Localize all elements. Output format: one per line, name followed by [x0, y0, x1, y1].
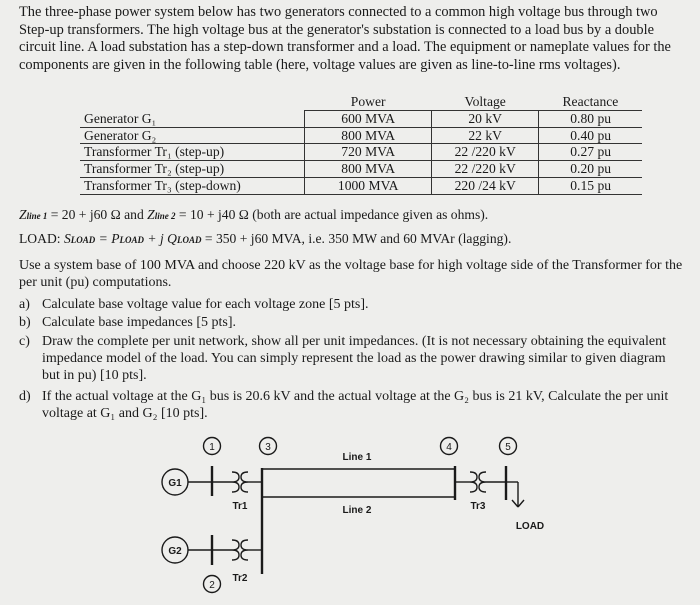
table-header: Voltage: [432, 94, 539, 110]
bus-number-label: 4: [446, 442, 452, 453]
line-2-label: Line 2: [342, 505, 372, 516]
table-cell: 22 kV: [432, 127, 539, 144]
table-cell: Generator G₂: [80, 127, 305, 144]
table-cell: 0.20 pu: [539, 161, 642, 178]
table-cell: 0.40 pu: [539, 127, 642, 144]
transformer-tr3-primary: [470, 472, 477, 492]
table-header: Reactance: [539, 94, 642, 110]
document-page: The three-phase power system below has two generators connected to a common high voltage bus through two Step-up transformers. The high voltage bus at the generator's substation is connected to a load bus by a double circuit line. A load substation has a step-down transformer and a load. The equipment or nameplate values for the components are given in the following table (here, voltage values are given as line-to-line rms voltages). Power Voltage Reactance Generator G₁ 600 MVA 20 kV 0.80 pu Generator G₂ 800 MVA 22 kV 0.40 pu Transformer Tr₁ (step-up) 720 MVA 22 /220 kV 0.27 pu Transformer Tr₂ (step-up) 800 MVA 22 /220 kV 0.20 pu Transformer Tr₃ (step-down) 1000 MVA 220 /24 kV 0.15 pu Zline 1 = 20 + j60 Ω and Zline 2 = 10 + j40 Ω (both are actual impedance given as ohms). LOAD: SLOAD = PLOAD + j QLOAD = 350 + j60 MVA, i.e. 350 MW and 60 MVAr (lagging). Use a system base of 100 MVA and choose 220 kV as the voltage base for high voltage side of the Transformer for the per unit (pu) computations. a) Calculate base voltage value for each voltage zone [5 pts]. b) Calculate base impedances [5 pts]. c) Draw the complete per unit network, show all per unit impedances. (It is not necessary obtaining the equivalent impedance model of the load. You can simply represent the load as the power drawing similar to given diagram but in pu) [10 pts]. d) If the actual voltage at the G₁ bus is 20.6 kV and the actual voltage at the G₂ bus is 21 kV, Calculate the per unit voltage at G₁ and G₂ [10 pts]. 1 2 3 4 5 G1 G2 Tr1 Tr2 Tr3 Line 1 Line 2 LOAD: [0, 0, 700, 605]
subscript: line 2: [154, 211, 176, 221]
table-cell: 1000 MVA: [305, 177, 432, 194]
intro-paragraph: The three-phase power system below has two generators connected to a common high voltage bus through two Step-up transformers. The high voltage bus at the generator's substation is connected to a load bus by a double circuit line. A load substation has a step-down transformer and a load. The equipment or nameplate values for the components are given in the following table (here, voltage values are given as line-to-line rms voltages).: [19, 4, 671, 73]
bus-number-label: 3: [265, 442, 271, 453]
table-cell: 0.80 pu: [539, 110, 642, 127]
table-cell: 0.15 pu: [539, 177, 642, 194]
table-cell: 720 MVA: [305, 144, 432, 161]
transformer-tr3-secondary: [479, 472, 486, 492]
table-cell: 220 /24 kV: [432, 177, 539, 194]
bus-number-label: 5: [505, 442, 511, 453]
table-cell: Generator G₁: [80, 110, 305, 127]
load-arrow-icon: [512, 500, 518, 507]
transformer-tr2-primary: [232, 540, 239, 560]
line-1-label: Line 1: [342, 452, 372, 463]
load-label: LOAD: [515, 521, 545, 532]
subscript: line 1: [26, 211, 48, 221]
table-cell: 800 MVA: [305, 127, 432, 144]
transformer-tr3-label: Tr3: [470, 501, 486, 512]
table-cell: Transformer Tr₁ (step-up): [80, 144, 305, 161]
generator-g1-label: G1: [168, 478, 182, 489]
table-cell: 600 MVA: [305, 110, 432, 127]
table-cell: Transformer Tr₃ (step-down): [80, 177, 305, 194]
transformer-tr2-secondary: [241, 540, 248, 560]
table-cell: 0.27 pu: [539, 144, 642, 161]
transformer-tr1-primary: [232, 472, 239, 492]
transformer-tr1-secondary: [241, 472, 248, 492]
transformer-tr2-label: Tr2: [232, 573, 248, 584]
line-impedance-line: Zline 1 = 20 + j60 Ω and Zline 2 = 10 + j40 Ω (both are actual impedance given as ohms).: [19, 207, 489, 222]
bus-number-label: 1: [209, 442, 215, 453]
table-cell: 20 kV: [432, 110, 539, 127]
transformer-tr1-label: Tr1: [232, 501, 248, 512]
table-cell: 22 /220 kV: [432, 161, 539, 178]
table-header: Power: [305, 94, 432, 110]
generator-g2-label: G2: [168, 546, 182, 557]
table-cell: 800 MVA: [305, 161, 432, 178]
base-paragraph: Use a system base of 100 MVA and choose 220 kV as the voltage base for high voltage side of the Transformer for the per unit (pu) computations.: [19, 258, 683, 290]
table-cell: 22 /220 kV: [432, 144, 539, 161]
bus-number-label: 2: [209, 580, 215, 591]
load-line: LOAD: SLOAD = PLOAD + j QLOAD = 350 + j60 MVA, i.e. 350 MW and 60 MVAr (lagging).: [19, 231, 512, 246]
table-cell: Transformer Tr₂ (step-up): [80, 161, 305, 178]
